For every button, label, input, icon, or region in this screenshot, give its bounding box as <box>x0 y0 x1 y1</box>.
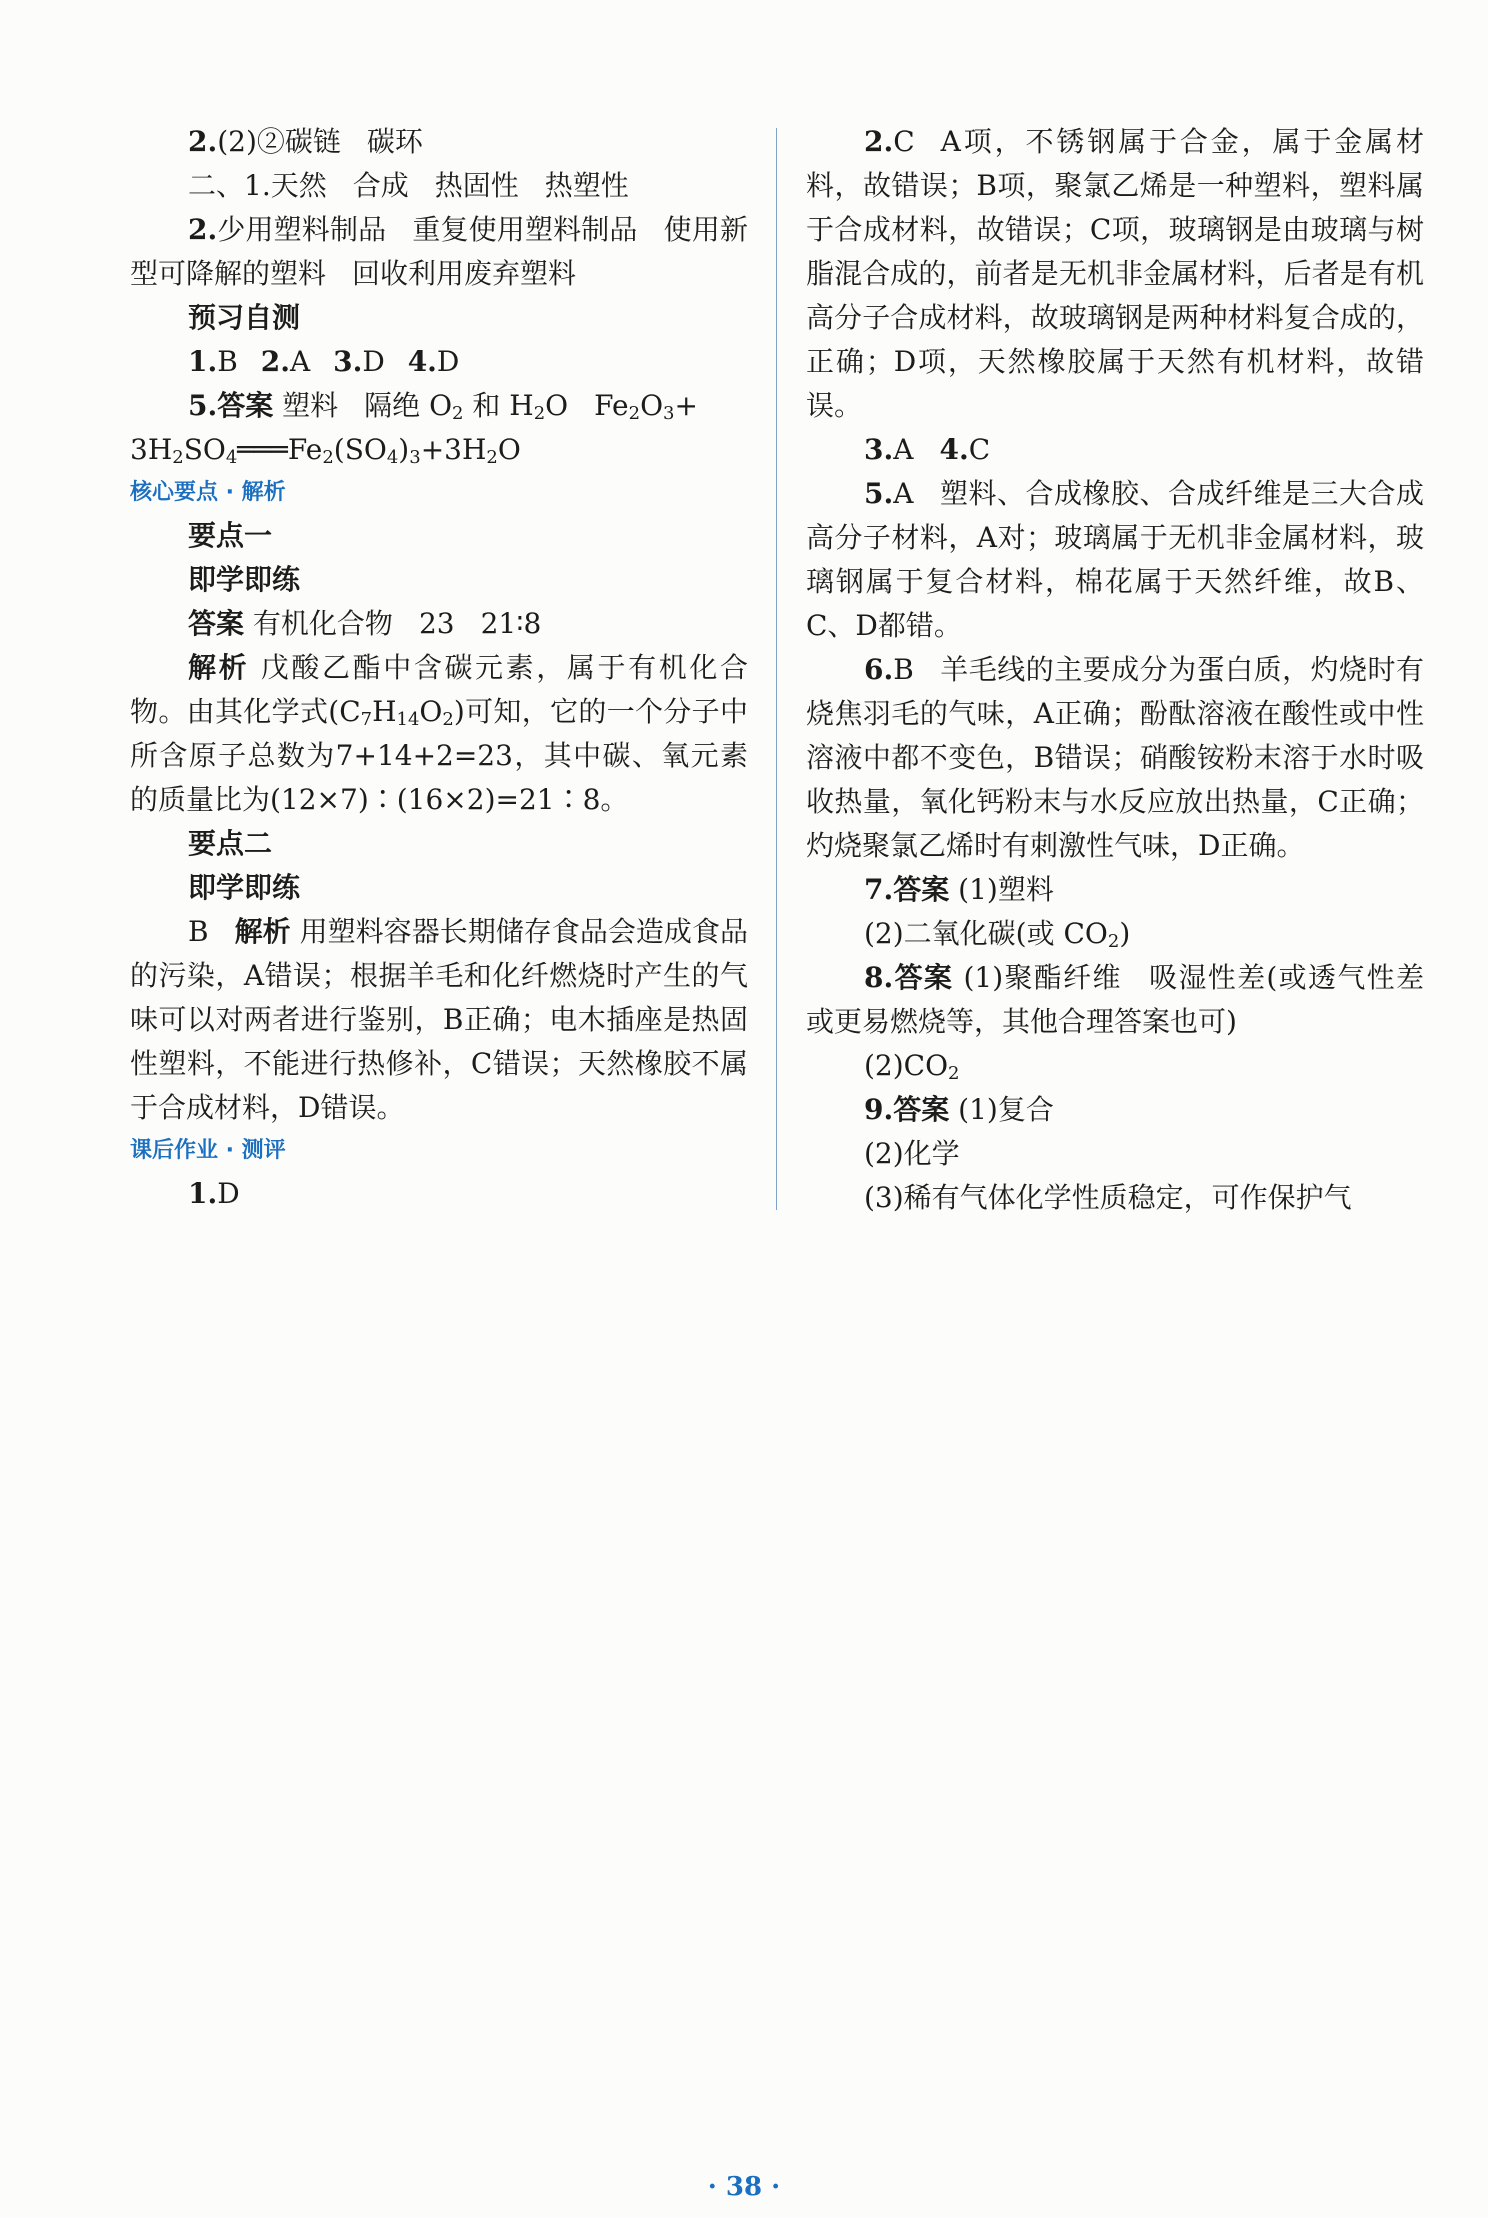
subheading: 要点二 <box>188 827 273 860</box>
subheading: 预习自测 <box>188 301 301 334</box>
analysis-text: B 解析 用塑料容器长期储存食品会造成食品的污染，A错误；根据羊毛和化纤燃烧时产生的气味可以对两者进行鉴别，B正确；电木插座是热固性塑料，不能进行热修补，C错误；天然橡胶不属于合成材料，D错误。 <box>130 915 748 1124</box>
answers-row: 1.B 2.A 3.D 4.D <box>188 345 460 378</box>
answer-line: 答案 有机化合物 23 21∶8 <box>188 607 542 640</box>
answer-line: 8.答案 (1)聚酯纤维 吸湿性差(或透气性差或更易燃烧等，其他合理答案也可) <box>806 961 1424 1038</box>
analysis-text: 5.A 塑料、合成橡胶、合成纤维是三大合成高分子材料，A对；玻璃属于无机非金属材料，玻璃钢属于复合材料，棉花属于天然纤维，故B、C、D都错。 <box>806 477 1424 642</box>
subheading: 要点一 <box>188 519 273 552</box>
answer-line: 2.(2)②碳链 碳环 <box>188 125 423 158</box>
answers-row: 3.A 4.C <box>864 433 991 466</box>
analysis-text: 解析 戊酸乙酯中含碳元素，属于有机化合物。由其化学式$(C_7H_{14}O_2)$可知，它的一个分子中所含原子总数为7+14+2=23，其中碳、氧元素的质量比为(12×7)∶(16×2)=21∶8。 <box>130 651 748 816</box>
subheading: 即学即练 <box>188 871 301 904</box>
answer-line: 2.少用塑料制品 重复使用塑料制品 使用新型可降解的塑料 回收利用废弃塑料 <box>130 213 748 290</box>
column-divider <box>776 128 777 1210</box>
answer-line: 7.答案 (1)塑料 <box>864 873 1054 906</box>
right-column <box>806 120 1424 1220</box>
answer-line: 1.D <box>188 1177 240 1210</box>
section-heading: 课后作业 · 测评 <box>130 1138 286 1163</box>
subheading: 即学即练 <box>188 563 301 596</box>
answer-q5: 5.答案 塑料 隔绝 $O_2$ 和 $H_2O$ $Fe_2O_3+$ $3H_2SO_4═══Fe_2(SO_4)_3+3H_2O$ <box>130 389 698 468</box>
answer-line: 9.答案 (1)复合 <box>864 1093 1054 1126</box>
analysis-text: 2.C A项，不锈钢属于合金，属于金属材料，故错误；B项，聚氯乙烯是一种塑料，塑料属于合成材料，故错误；C项，玻璃钢是由玻璃与树脂混合成的，前者是无机非金属材料，后者是有机高分子合成材料，故玻璃钢是两种材料复合成的，正确；D项，天然橡胶属于天然有机材料，故错误。 <box>806 125 1424 422</box>
answer-line: 二、1.天然 合成 热固性 热塑性 <box>188 169 629 202</box>
answer-line: (3)稀有气体化学性质稳定，可作保护气 <box>864 1181 1352 1214</box>
answer-line: (2)化学 <box>864 1137 960 1170</box>
answer-line: (2)二氧化碳(或 $CO_2$) <box>864 917 1131 952</box>
answer-line: $(2)CO_2$ <box>864 1049 960 1084</box>
left-column <box>130 120 748 1216</box>
analysis-text: 6.B 羊毛线的主要成分为蛋白质，灼烧时有烧焦羽毛的气味，A正确；酚酞溶液在酸性或中性溶液中都不变色，B错误；硝酸铵粉末溶于水时吸收热量，氧化钙粉末与水反应放出热量，C正确；灼烧聚氯乙烯时有刺激性气味，D正确。 <box>806 653 1424 862</box>
section-heading: 核心要点 · 解析 <box>130 480 286 505</box>
page-number: · 38 · <box>707 2172 781 2202</box>
